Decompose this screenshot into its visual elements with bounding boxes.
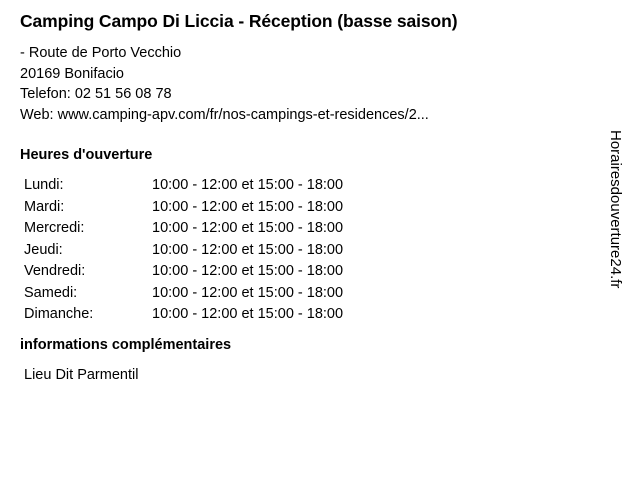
day-label: Mercredi: <box>24 220 85 236</box>
table-row <box>24 240 343 262</box>
table-row <box>24 283 343 305</box>
opening-hours-table <box>24 175 343 326</box>
table-row <box>24 218 343 240</box>
page-title: Camping Campo Di Liccia - Réception (basse saison) <box>20 11 458 31</box>
day-hours: 10:00 - 12:00 et 15:00 - 18:00 <box>152 306 344 322</box>
opening-hours-heading: Heures d'ouverture <box>20 147 153 163</box>
day-label: Vendredi: <box>24 263 86 279</box>
table-row <box>24 197 343 219</box>
day-label: Jeudi: <box>24 241 63 258</box>
additional-info-heading: informations complémentaires <box>20 337 232 353</box>
day-hours: 10:00 - 12:00 et 15:00 - 18:00 <box>152 284 344 301</box>
day-label: Samedi: <box>24 284 78 301</box>
day-hours: 10:00 - 12:00 et 15:00 - 18:00 <box>152 220 344 236</box>
day-hours: 10:00 - 12:00 et 15:00 - 18:00 <box>152 241 344 258</box>
brand-label: Horairesdouverture24.fr <box>607 130 624 289</box>
table-row <box>24 261 343 283</box>
phone-number: Telefon: 02 51 56 08 78 <box>20 86 172 102</box>
address-block <box>20 43 600 125</box>
brand-watermark <box>606 130 628 360</box>
additional-info-text: Lieu Dit Parmentil <box>24 367 139 383</box>
address-city: 20169 Bonifacio <box>20 65 124 82</box>
day-hours: 10:00 - 12:00 et 15:00 - 18:00 <box>152 177 344 193</box>
table-row <box>24 304 343 326</box>
table-row <box>24 175 343 197</box>
day-hours: 10:00 - 12:00 et 15:00 - 18:00 <box>152 198 344 215</box>
address-street: - Route de Porto Vecchio <box>20 45 182 61</box>
day-hours: 10:00 - 12:00 et 15:00 - 18:00 <box>152 263 344 279</box>
day-label: Dimanche: <box>24 306 94 322</box>
website-link[interactable]: Web: www.camping-apv.com/fr/nos-campings-et-residences/2... <box>20 106 429 123</box>
day-label: Lundi: <box>24 177 64 193</box>
day-label: Mardi: <box>24 198 65 215</box>
